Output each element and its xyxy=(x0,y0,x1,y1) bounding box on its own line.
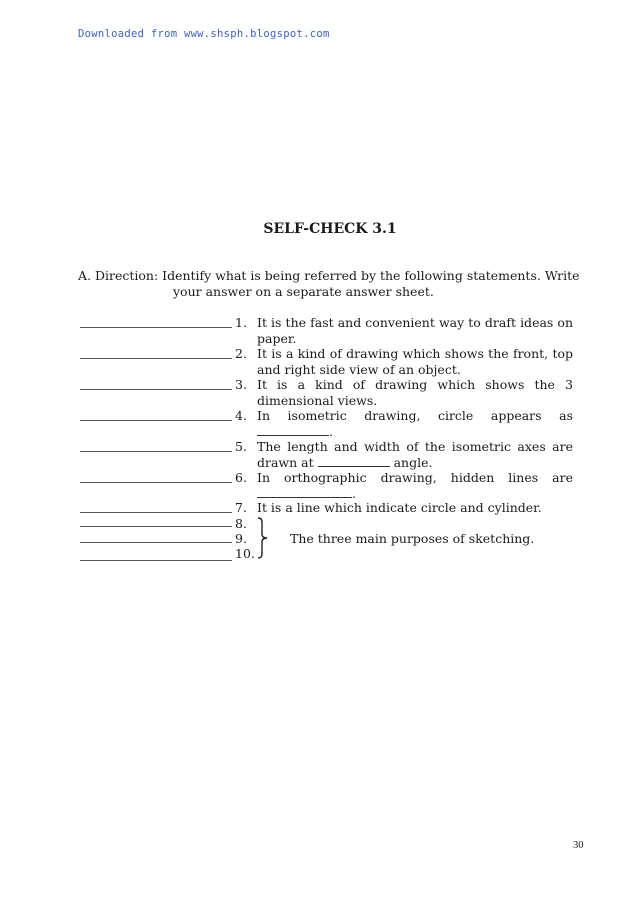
direction-line-1: A. Direction: Identify what is being referred by the following statements. Write xyxy=(78,268,580,283)
download-source-note: Downloaded from www.shsph.blogspot.com xyxy=(78,28,330,40)
direction-line-2: your answer on a separate answer sheet. xyxy=(173,284,434,299)
period: . xyxy=(352,486,356,501)
group-text: The three main purposes of sketching. xyxy=(290,531,535,546)
question-number: 5. xyxy=(235,439,247,454)
question-number: 4. xyxy=(235,408,247,423)
question-number: 2. xyxy=(235,346,247,361)
question-number: 9. xyxy=(235,531,247,546)
question-number: 3. xyxy=(235,377,247,392)
answer-blank[interactable] xyxy=(80,512,232,513)
right-brace-icon xyxy=(257,517,269,559)
question-text: It is a kind of drawing which shows the 3 xyxy=(257,377,573,392)
question-text-cont xyxy=(257,455,432,470)
fill-blank xyxy=(257,487,352,498)
answer-blank[interactable] xyxy=(80,482,232,483)
question-text-cont xyxy=(257,486,356,501)
answer-blank[interactable] xyxy=(80,327,232,328)
period: . xyxy=(329,424,333,439)
answer-blank[interactable] xyxy=(80,451,232,452)
fill-blank xyxy=(257,425,329,436)
question-text-cont: and right side view of an object. xyxy=(257,362,461,377)
fill-blank xyxy=(318,456,390,467)
question-text: In isometric drawing, circle appears as xyxy=(257,408,573,423)
question-number: 1. xyxy=(235,315,247,330)
answer-blank[interactable] xyxy=(80,358,232,359)
answer-blank[interactable] xyxy=(80,560,232,561)
text: angle. xyxy=(393,455,433,470)
question-text: In orthographic drawing, hidden lines are xyxy=(257,470,573,485)
question-number: 10. xyxy=(235,546,255,561)
page-number: 30 xyxy=(573,840,584,851)
question-text: It is the fast and convenient way to draft ideas on xyxy=(257,315,573,330)
question-text-cont: dimensional views. xyxy=(257,393,378,408)
question-number: 8. xyxy=(235,516,247,531)
question-text-cont xyxy=(257,424,333,439)
answer-blank[interactable] xyxy=(80,389,232,390)
text: drawn at xyxy=(257,455,314,470)
answer-blank[interactable] xyxy=(80,526,232,527)
answer-blank[interactable] xyxy=(80,542,232,543)
question-number: 6. xyxy=(235,470,247,485)
page-title: SELF-CHECK 3.1 xyxy=(263,221,397,237)
question-text: It is a line which indicate circle and cylinder. xyxy=(257,500,542,515)
question-text: It is a kind of drawing which shows the front, top xyxy=(257,346,573,361)
question-text: The length and width of the isometric axes are xyxy=(257,439,573,454)
answer-blank[interactable] xyxy=(80,420,232,421)
question-number: 7. xyxy=(235,500,247,515)
question-text-cont: paper. xyxy=(257,331,297,346)
